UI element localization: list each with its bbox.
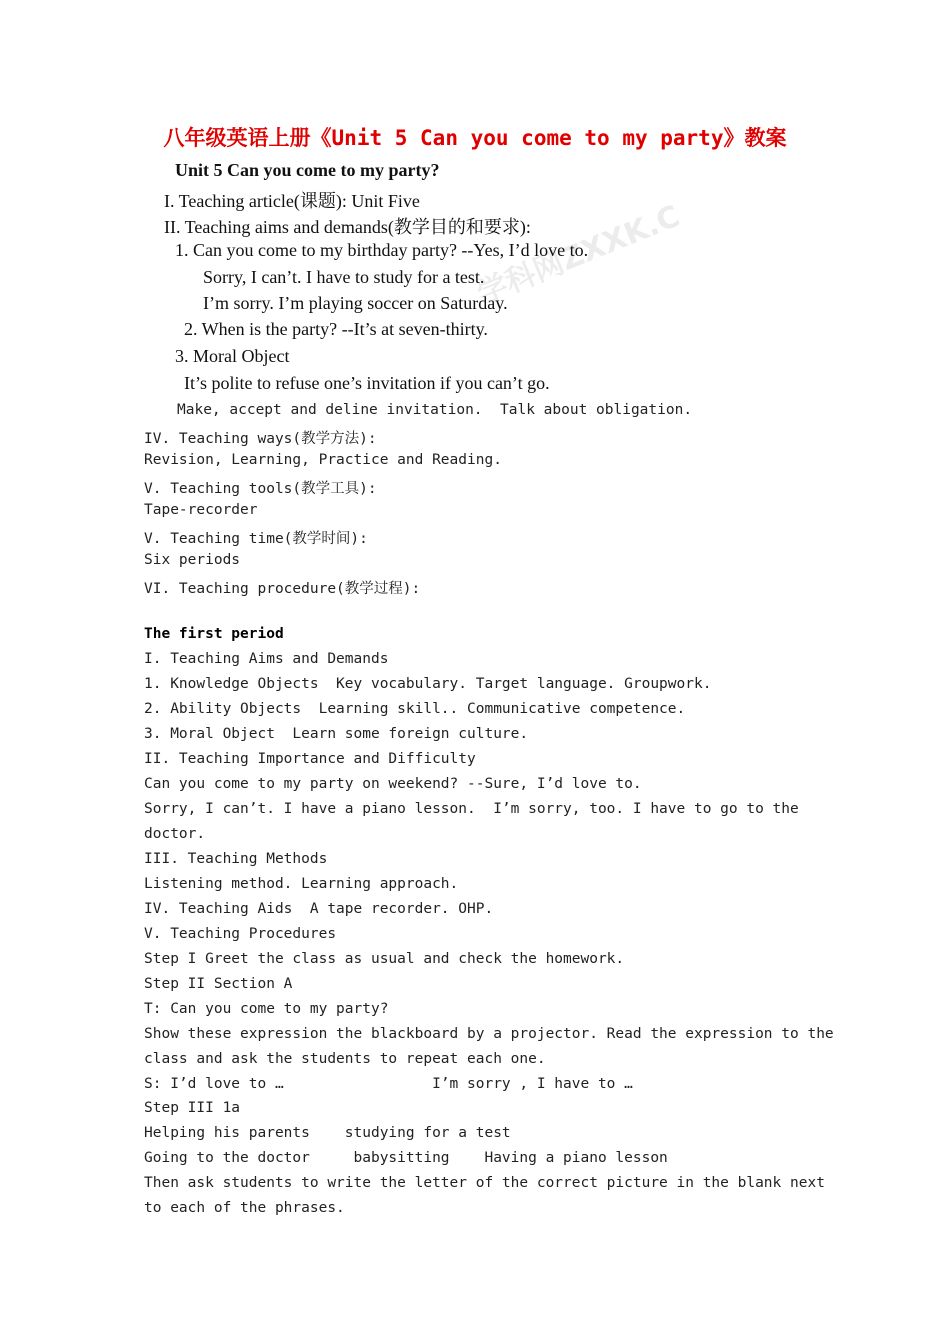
unit-heading: Unit 5 Can you come to my party? bbox=[175, 160, 440, 180]
aim-2: 2. When is the party? --It’s at seven-thirty. bbox=[184, 319, 488, 339]
text-line: Step I Greet the class as usual and check the homework. bbox=[144, 951, 625, 967]
aim-3: 3. Moral Object bbox=[175, 346, 290, 366]
text-line: Step III 1a bbox=[144, 1100, 241, 1116]
text-line: II. Teaching Importance and Difficulty bbox=[144, 751, 476, 767]
text-line: doctor. bbox=[144, 826, 206, 842]
text-line: IV. Teaching Aids A tape recorder. OHP. bbox=[144, 901, 494, 917]
text-line: IV. Teaching ways(教学方法): bbox=[144, 431, 377, 447]
aim-1c: I’m sorry. I’m playing soccer on Saturday. bbox=[203, 293, 508, 313]
text-line: Then ask students to write the letter of the correct picture in the blank next bbox=[144, 1175, 825, 1191]
text-line: Tape-recorder bbox=[144, 502, 258, 518]
aim-1b: Sorry, I can’t. I have to study for a test. bbox=[203, 267, 485, 287]
aim-3b: It’s polite to refuse one’s invitation if you can’t go. bbox=[184, 373, 550, 393]
text-line: V. Teaching Procedures bbox=[144, 926, 337, 942]
text-line: class and ask the students to repeat each one. bbox=[144, 1051, 546, 1067]
text-line: III. Teaching Methods bbox=[144, 851, 328, 867]
text-line: S: I’d love to … I’m sorry , I have to … bbox=[144, 1076, 633, 1092]
document-title: 八年级英语上册《Unit 5 Can you come to my party》教案 bbox=[163, 126, 787, 150]
watermark: 学科网ZXXK.C bbox=[472, 198, 685, 312]
section-heading: The first period bbox=[144, 626, 284, 642]
text-line: Show these expression the blackboard by a projector. Read the expression to the bbox=[144, 1026, 834, 1042]
text-line: V. Teaching tools(教学工具): bbox=[144, 481, 377, 497]
text-line: Step II Section A bbox=[144, 976, 293, 992]
text-line: Can you come to my party on weekend? --Sure, I’d love to. bbox=[144, 776, 642, 792]
aim-1: 1. Can you come to my birthday party? --Yes, I’d love to. bbox=[175, 240, 589, 260]
text-line: 3. Moral Object Learn some foreign culture. bbox=[144, 726, 529, 742]
text-line: Helping his parents studying for a test bbox=[144, 1125, 511, 1141]
text-line: T: Can you come to my party? bbox=[144, 1001, 389, 1017]
text-line: Six periods bbox=[144, 552, 241, 568]
text-line: 2. Ability Objects Learning skill.. Communicative competence. bbox=[144, 701, 686, 717]
text-line: Revision, Learning, Practice and Reading. bbox=[144, 452, 502, 468]
text-line: Sorry, I can’t. I have a piano lesson. I’m sorry, too. I have to go to the bbox=[144, 801, 799, 817]
text-line: V. Teaching time(教学时间): bbox=[144, 531, 368, 547]
text-line: Make, accept and deline invitation. Talk about obligation. bbox=[177, 402, 693, 418]
text-line: Going to the doctor babysitting Having a piano lesson bbox=[144, 1150, 668, 1166]
text-line: to each of the phrases. bbox=[144, 1200, 345, 1216]
teaching-aims: II. Teaching aims and demands(教学目的和要求): bbox=[164, 217, 531, 237]
text-line: VI. Teaching procedure(教学过程): bbox=[144, 581, 421, 597]
text-line: 1. Knowledge Objects Key vocabulary. Target language. Groupwork. bbox=[144, 676, 712, 692]
text-line: Listening method. Learning approach. bbox=[144, 876, 459, 892]
teaching-article: I. Teaching article(课题): Unit Five bbox=[164, 191, 420, 211]
text-line: I. Teaching Aims and Demands bbox=[144, 651, 389, 667]
